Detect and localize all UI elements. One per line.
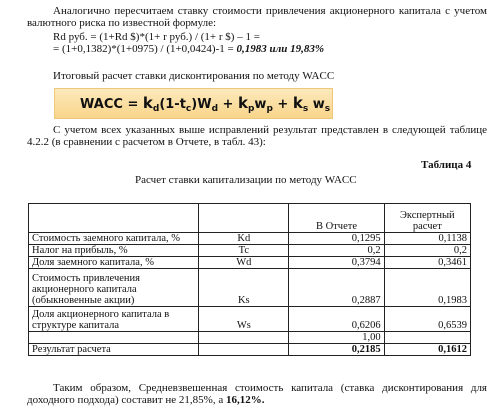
wacc-kp: k xyxy=(237,94,248,112)
wacc-tax-close: ) xyxy=(191,97,198,112)
row-symbol: Ks xyxy=(199,269,289,307)
wacc-kd: k xyxy=(142,94,153,112)
row-expert-value: 0,3461 xyxy=(384,257,470,269)
paragraph-currency-risk: Аналогично пересчитаем ставку стоимости привлечения акционерного капитала с учетом валютного риска по известной формуле: xyxy=(27,5,487,29)
row-report-value: 0,1295 xyxy=(289,233,384,245)
row-report-value: 0,3794 xyxy=(289,257,384,269)
row-report-value: 0,6206 xyxy=(289,307,384,332)
table-title: Расчет ставки капитализации по методу WACC xyxy=(135,174,357,186)
table-row xyxy=(29,332,471,344)
table-row xyxy=(29,233,471,245)
table-row xyxy=(29,245,471,257)
row-expert-value: 0,1612 xyxy=(384,344,470,356)
wacc-formula-box xyxy=(54,88,333,119)
wacc-wd-sub: d xyxy=(211,104,219,114)
row-symbol: Wd xyxy=(199,257,289,269)
wacc-wd: W xyxy=(197,97,212,112)
formula-rd-line2 xyxy=(53,43,324,55)
conclusion-text: Таким образом, Средневзвешенная стоимость капитала (ставка дисконтирования для доходного подхода) составит не 21,85%, а xyxy=(27,382,487,406)
row-label xyxy=(29,332,199,344)
wacc-ws-sub: s xyxy=(324,104,331,114)
formula-rd-result: 0,1983 или 19,83% xyxy=(236,43,325,55)
wacc-ks: k xyxy=(292,94,303,112)
wacc-ks-sub: s xyxy=(302,104,309,114)
wacc-ws: w xyxy=(312,97,325,112)
wacc-plus2: + xyxy=(277,97,289,112)
wacc-tax-sub: c xyxy=(185,104,192,114)
row-expert-value: 0,1983 xyxy=(384,269,470,307)
row-expert-value xyxy=(384,332,470,344)
row-label: Стоимость привлечения акционерного капитала (обыкновенные акции) xyxy=(29,269,199,307)
header-cell-symbol xyxy=(199,204,289,233)
paragraph-table-intro: С учетом всех указанных выше исправлений результат представлен в следующей таблице 4.2.2 (в сравнении с расчетом в Отчете, в табл. 43): xyxy=(27,124,487,148)
wacc-wp-sub: p xyxy=(266,104,273,114)
row-expert-value: 0,2 xyxy=(384,245,470,257)
header-cell-expert: Экспертный расчет xyxy=(384,204,470,233)
table-row xyxy=(29,257,471,269)
row-expert-value: 0,1138 xyxy=(384,233,470,245)
wacc-plus1: + xyxy=(222,97,234,112)
wacc-lhs: WACC xyxy=(80,97,123,112)
wacc-kd-sub: d xyxy=(152,104,160,114)
row-symbol xyxy=(199,332,289,344)
row-symbol: Ws xyxy=(199,307,289,332)
final-calc-heading: Итоговый расчет ставки дисконтирования по методу WACC xyxy=(53,70,335,82)
formula-rd-line1: Rd руб. = (1+Rd $)*(1+ r руб.) / (1+ r $) – 1 = xyxy=(53,31,260,43)
wacc-wp: w xyxy=(254,97,267,112)
row-label: Доля акционерного капитала в структуре капитала xyxy=(29,307,199,332)
row-label: Доля заемного капитала, % xyxy=(29,257,199,269)
row-symbol: Kd xyxy=(199,233,289,245)
header-cell-label xyxy=(29,204,199,233)
paragraph-conclusion xyxy=(27,383,487,406)
row-label: Результат расчета xyxy=(29,344,199,356)
wacc-tax-open: (1-t xyxy=(159,97,186,112)
wacc-eq: = xyxy=(127,97,139,112)
conclusion-result: 16,12%. xyxy=(225,393,265,406)
row-label: Налог на прибыль, % xyxy=(29,245,199,257)
wacc-formula xyxy=(80,94,330,114)
table-row xyxy=(29,269,471,307)
row-report-value: 0,2887 xyxy=(289,269,384,307)
row-report-value: 0,2 xyxy=(289,245,384,257)
wacc-table xyxy=(28,203,471,356)
row-symbol: Tc xyxy=(199,245,289,257)
row-label: Стоимость заемного капитала, % xyxy=(29,233,199,245)
wacc-kp-sub: p xyxy=(247,104,255,114)
table-row-total xyxy=(29,344,471,356)
table-row xyxy=(29,307,471,332)
header-cell-report: В Отчете xyxy=(289,204,384,233)
row-report-value: 1,00 xyxy=(289,332,384,344)
row-report-value: 0,2185 xyxy=(289,344,384,356)
row-expert-value: 0,6539 xyxy=(384,307,470,332)
row-symbol xyxy=(199,344,289,356)
formula-rd-line2-expression: = (1+0,1382)*(1+0975) / (1+0,0424)-1 = xyxy=(53,43,237,55)
table-header-row xyxy=(29,204,471,233)
table-label: Таблица 4 xyxy=(421,159,472,171)
